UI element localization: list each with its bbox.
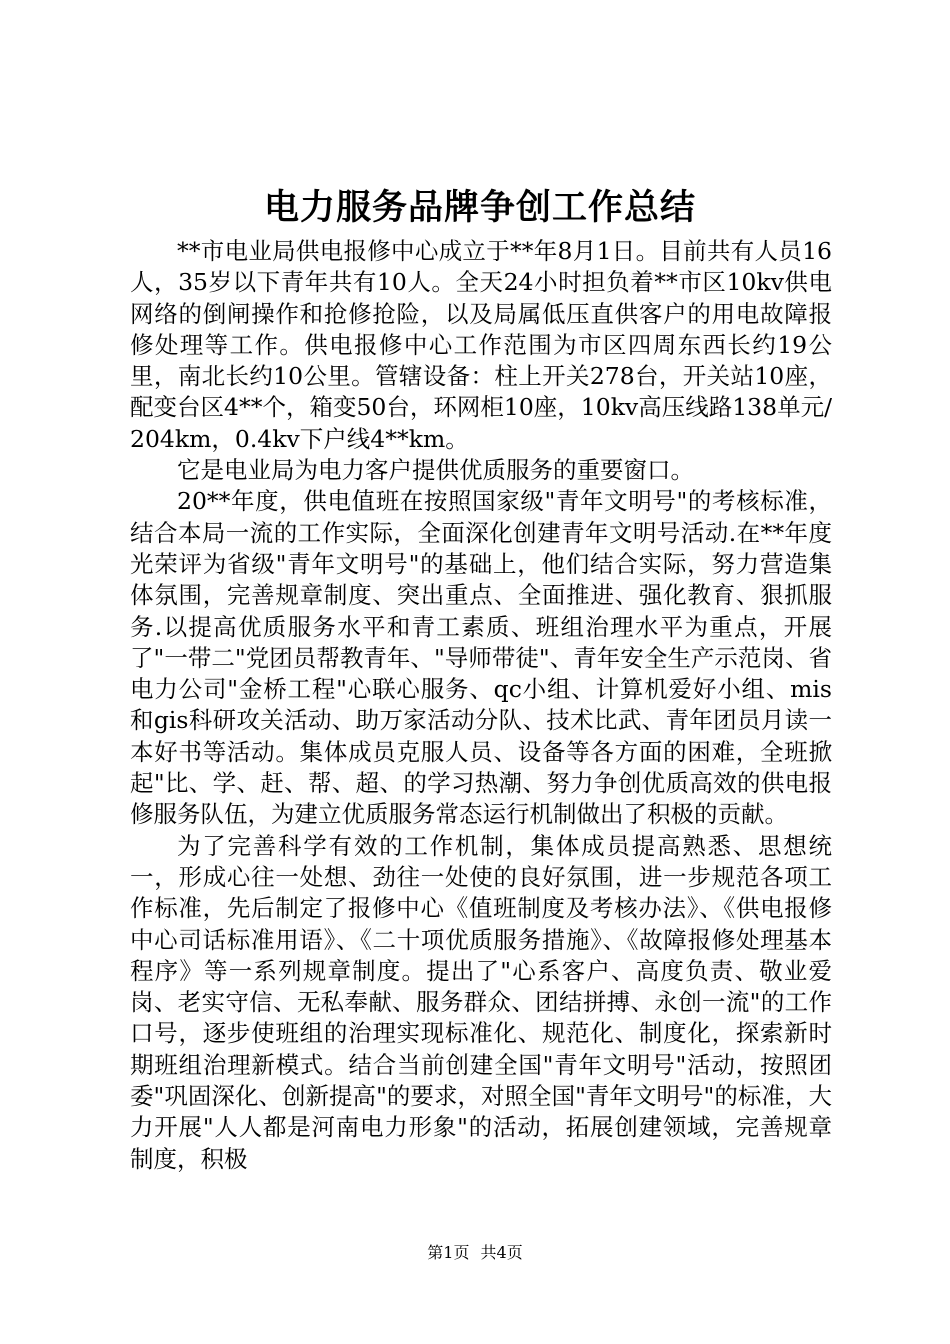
page-footer: [0, 1241, 950, 1265]
document-body: [130, 236, 832, 1175]
page-number: 第1页: [427, 1243, 470, 1262]
page-total: 共4页: [480, 1243, 523, 1262]
paragraph-youth-civilization: 20**年度，供电值班在按照国家级"青年文明号"的考核标准，结合本局一流的工作实际，全面深化创建青年文明号活动.在**年度光荣评为省级"青年文明号"的基础上，他们结合实际，努力营造集体氛围，完善规章制度、突出重点、全面推进、强化教育、狠抓服务.以提高优质服务水平和青工素质、班组治理水平为重点，开展了"一带二"党团员帮教青年、"导师带徒"、青年安全生产示范岗、省电力公司"金桥工程"心联心服务、qc小组、计算机爱好小组、mis和gis科研攻关活动、助万家活动分队、技术比武、青年团员月读一本好书等活动。集体成员克服人员、设备等各方面的困难，全班掀起"比、学、赶、帮、超、的学习热潮、努力争创优质高效的供电报修服务队伍，为建立优质服务常态运行机制做出了积极的贡献。: [130, 487, 832, 829]
paragraph-center-overview: **市电业局供电报修中心成立于**年8月1日。目前共有人员16人，35岁以下青年共有10人。全天24小时担负着**市区10kv供电网络的倒闸操作和抢修抢险，以及局属低压直供客户的用电故障报修处理等工作。供电报修中心工作范围为市区四周东西长约19公里，南北长约10公里。管辖设备：柱上开关278台，开关站10座，配变台区4**个，箱变50台，环网柜10座，10kv高压线路138单元/204km，0.4kv下户线4**km。: [130, 237, 832, 453]
paragraph-service-window: 它是电业局为电力客户提供优质服务的重要窗口。: [177, 456, 694, 485]
paragraph-work-mechanism: 为了完善科学有效的工作机制，集体成员提高熟悉、思想统一，形成心往一处想、劲往一处使的良好氛围，进一步规范各项工作标准，先后制定了报修中心《值班制度及考核办法》、《供电报修中心司话标准用语》、《二十项优质服务措施》、《故障报修处理基本程序》等一系列规章制度。提出了"心系客户、高度负责、敬业爱岗、老实守信、无私奉献、服务群众、团结拼搏、永创一流"的工作口号，逐步使班组的治理实现标准化、规范化、制度化，探索新时期班组治理新模式。结合当前创建全国"青年文明号"活动，按照团委"巩固深化、创新提高"的要求，对照全国"青年文明号"的标准，大力开展"人人都是河南电力形象"的活动，拓展创建领域，完善规章制度，积极: [130, 831, 832, 1173]
document-title: 电力服务品牌争创工作总结: [263, 187, 696, 228]
